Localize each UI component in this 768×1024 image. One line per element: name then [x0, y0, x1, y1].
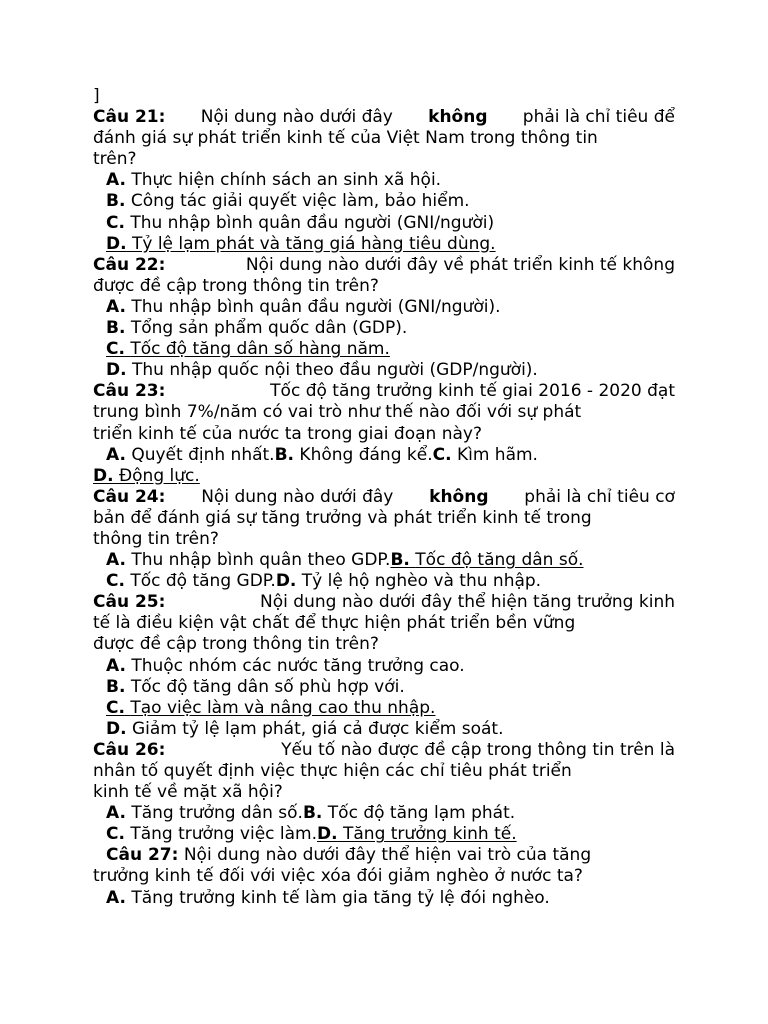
question-text-part: Nội dung nào dưới đây	[201, 486, 394, 507]
emphasis-text: không	[429, 486, 489, 507]
question-text-part: phải là chỉ tiêu để	[522, 107, 675, 128]
options-cd	[93, 824, 675, 845]
question-22	[93, 255, 675, 382]
option-label: D.	[106, 233, 127, 254]
option-text: Công tác giải quyết việc làm, bảo hiểm.	[130, 191, 470, 212]
option-label: B.	[106, 676, 126, 697]
question-text	[93, 107, 675, 128]
option-text: Tốc độ tăng GDP.	[130, 571, 276, 592]
option-text: Thu nhập quốc nội theo đầu người (GDP/người).	[131, 360, 538, 381]
options-ab	[93, 550, 675, 571]
question-text: bản để đánh giá sự tăng trưởng và phát triển kinh tế trong	[93, 507, 592, 528]
question-21	[93, 107, 675, 255]
option-label: C.	[106, 571, 125, 592]
document-page	[93, 86, 675, 909]
option-text: Thuộc nhóm các nước tăng trưởng cao.	[131, 655, 465, 676]
option-label: B.	[106, 318, 126, 339]
emphasis-text: không	[428, 107, 488, 128]
option-d-correct	[317, 824, 517, 844]
option-text: Tốc độ tăng dân số.	[415, 550, 584, 571]
option-label: D.	[106, 360, 127, 381]
options-ab	[93, 803, 675, 824]
option-text: Tăng trưởng dân số.	[131, 803, 303, 824]
option-label: A.	[106, 170, 126, 191]
option-label: A.	[106, 887, 126, 908]
question-label: Câu 26:	[93, 739, 166, 760]
option-b	[93, 191, 675, 212]
question-label: Câu 22:	[93, 254, 166, 275]
option-text: Kìm hãm.	[456, 444, 538, 465]
option-label: B.	[390, 550, 410, 571]
option-text: Tăng trưởng việc làm.	[130, 824, 318, 845]
option-text: Động lực.	[118, 465, 200, 486]
question-text-part: Tốc độ tăng trưởng kinh tế giai 2016 - 2020 đạt	[270, 381, 675, 402]
option-label: A.	[106, 803, 126, 824]
question-24	[93, 487, 675, 592]
question-text	[93, 592, 675, 613]
option-text: Thu nhập bình quân đầu người (GNI/người).	[131, 296, 501, 317]
option-d	[93, 719, 675, 740]
options-abc	[93, 445, 675, 466]
option-b	[93, 318, 675, 339]
question-27	[93, 845, 675, 908]
question-text-part: Yếu tố nào được đề cập trong thông tin trên là	[281, 739, 675, 760]
option-label: D.	[317, 824, 338, 845]
option-label: B.	[106, 191, 126, 212]
question-text: được đề cập trong thông tin trên?	[93, 634, 379, 655]
option-text: Tăng trưởng kinh tế làm gia tăng tỷ lệ đói nghèo.	[131, 887, 550, 908]
option-label: A.	[106, 444, 126, 465]
question-text: nhân tố quyết định việc thực hiện các chỉ tiêu phát triển	[93, 761, 572, 781]
option-text: Tỷ lệ hộ nghèo và thu nhập.	[301, 571, 542, 592]
options-cd	[93, 571, 675, 592]
option-text: Giảm tỷ lệ lạm phát, giá cả được kiểm soát.	[131, 718, 504, 739]
option-d-correct	[93, 234, 675, 255]
option-a	[93, 656, 675, 677]
option-text: Thu nhập bình quân theo GDP.	[131, 550, 391, 571]
question-text: triển kinh tế của nước ta trong giai đoạn này?	[93, 423, 482, 444]
option-text: Tốc độ tăng dân số hàng năm.	[130, 339, 390, 360]
question-label: Câu 23:	[93, 381, 166, 402]
question-text-part: phải là chỉ tiêu cơ	[524, 486, 675, 507]
option-label: C.	[106, 697, 125, 718]
question-text-part: Nội dung nào dưới đây về phát triển kinh tế không	[245, 254, 675, 275]
option-text: Tạo việc làm và nâng cao thu nhập.	[130, 697, 436, 718]
option-label: C.	[106, 339, 125, 360]
option-label: C.	[106, 212, 125, 233]
option-d-correct	[93, 466, 675, 487]
question-text-part: Nội dung nào dưới đây thể hiện vai trò của tăng	[183, 845, 592, 866]
option-d	[93, 360, 675, 381]
bracket-text: ]	[93, 86, 100, 106]
option-label: A.	[106, 296, 126, 317]
question-text: trung bình 7%/năm có vai trò như thế nào đối với sự phát	[93, 402, 582, 423]
option-b-correct	[390, 550, 583, 570]
question-text: trưởng kinh tế đối với việc xóa đói giảm nghèo ở nước ta?	[93, 866, 583, 887]
option-a	[93, 888, 675, 909]
question-25	[93, 592, 675, 740]
option-c-correct	[93, 698, 675, 719]
option-label: B.	[274, 444, 295, 465]
question-text: đánh giá sự phát triển kinh tế của Việt Nam trong thông tin	[93, 128, 598, 149]
question-label: Câu 24:	[93, 486, 166, 507]
option-label: A.	[106, 655, 126, 676]
question-text: kinh tế về mặt xã hội?	[93, 782, 283, 803]
option-a	[93, 297, 675, 318]
question-23	[93, 381, 675, 486]
option-text: Tăng trưởng kinh tế.	[343, 824, 517, 845]
option-text: Không đáng kể.	[299, 444, 433, 465]
option-label: B.	[302, 803, 323, 824]
question-label: Câu 27:	[106, 845, 179, 866]
option-label: C.	[432, 444, 452, 465]
option-a	[93, 170, 675, 191]
option-text: Thực hiện chính sách an sinh xã hội.	[131, 170, 442, 191]
question-text: được đề cập trong thông tin trên?	[93, 275, 379, 296]
option-text: Tỷ lệ lạm phát và tăng giá hàng tiêu dùng.	[131, 233, 496, 254]
question-label: Câu 21:	[93, 107, 166, 128]
option-c	[93, 213, 675, 234]
option-text: Tốc độ tăng lạm phát.	[327, 803, 516, 824]
question-text	[93, 255, 675, 276]
question-text: thông tin trên?	[93, 528, 219, 549]
question-text: tế là điều kiện vật chất để thực hiện phát triển bền vững	[93, 613, 576, 634]
question-text-part: Nội dung nào dưới đây thể hiện tăng trưởng kinh	[260, 592, 675, 613]
option-text: Quyết định nhất.	[131, 444, 275, 465]
question-26	[93, 740, 675, 845]
question-text	[93, 740, 675, 761]
option-label: D.	[93, 465, 114, 486]
option-b	[93, 677, 675, 698]
question-text	[93, 487, 675, 508]
question-label: Câu 25:	[93, 592, 166, 613]
question-text-part: Nội dung nào dưới đây	[200, 107, 393, 128]
option-label: D.	[275, 571, 297, 592]
option-label: A.	[106, 550, 126, 571]
option-text: Tổng sản phẩm quốc dân (GDP).	[130, 318, 408, 339]
question-text	[93, 845, 675, 866]
option-c-correct	[93, 339, 675, 360]
question-text: trên?	[93, 149, 137, 170]
option-text: Tốc độ tăng dân số phù hợp với.	[130, 676, 405, 697]
question-text	[93, 381, 675, 402]
option-text: Thu nhập bình quân đầu người (GNI/người)	[130, 212, 495, 233]
option-label: C.	[106, 824, 125, 845]
option-label: D.	[106, 718, 127, 739]
